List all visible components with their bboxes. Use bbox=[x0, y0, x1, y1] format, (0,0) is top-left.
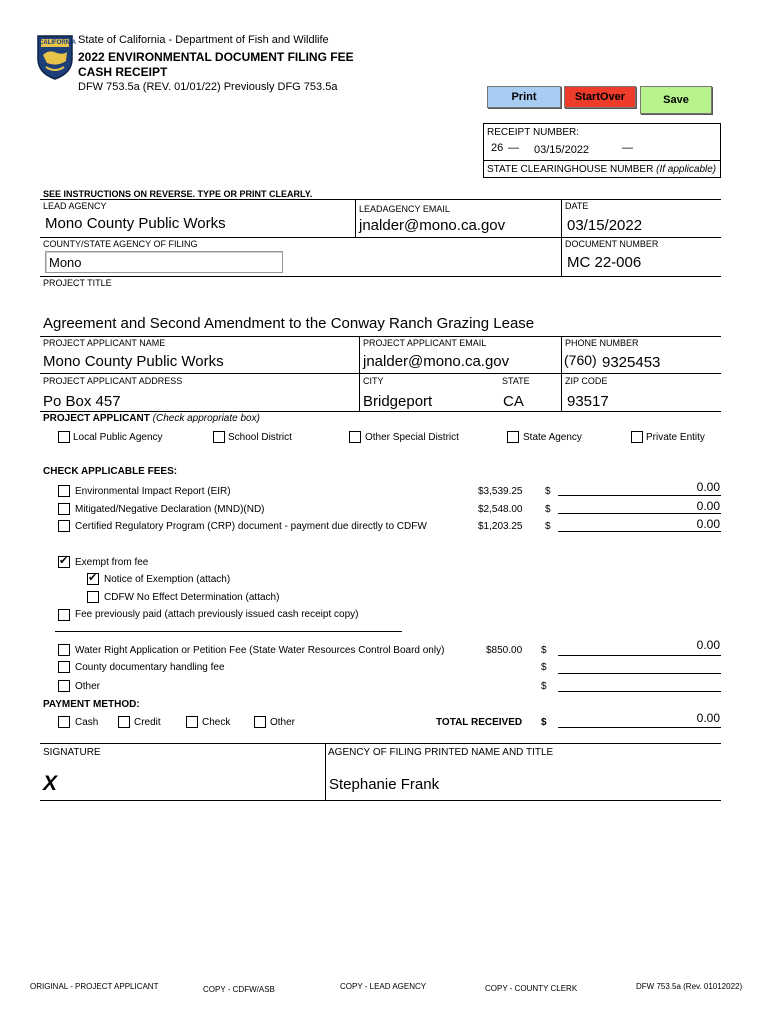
total-amount-field[interactable]: 0.00 bbox=[696, 711, 720, 725]
lead-agency-label: LEAD AGENCY bbox=[43, 201, 107, 211]
exempt-checkbox[interactable] bbox=[58, 556, 70, 568]
phone-label: PHONE NUMBER bbox=[565, 338, 639, 348]
instructions: SEE INSTRUCTIONS ON REVERSE. TYPE OR PRINT CLEARLY. bbox=[43, 189, 313, 199]
local-public-agency-label: Local Public Agency bbox=[73, 432, 163, 443]
printed-name-label: AGENCY OF FILING PRINTED NAME AND TITLE bbox=[328, 747, 554, 758]
eir-amount-field[interactable]: 0.00 bbox=[696, 480, 720, 494]
water-right-amount-field[interactable]: 0.00 bbox=[696, 638, 720, 652]
crp-currency: $ bbox=[545, 521, 551, 532]
zip-field[interactable]: 93517 bbox=[567, 393, 609, 410]
mnd-price: $2,548.00 bbox=[478, 504, 523, 515]
credit-checkbox[interactable] bbox=[118, 716, 130, 728]
cdfw-label: CDFW No Effect Determination (attach) bbox=[104, 592, 280, 603]
other-fee-label: Other bbox=[75, 681, 101, 692]
county-field[interactable] bbox=[45, 251, 283, 273]
total-currency: $ bbox=[541, 717, 547, 728]
cdfw-checkbox[interactable] bbox=[87, 591, 99, 603]
project-title-label: PROJECT TITLE bbox=[43, 278, 112, 288]
applicant-name-label: PROJECT APPLICANT NAME bbox=[43, 338, 166, 348]
mnd-amount-field[interactable]: 0.00 bbox=[696, 499, 720, 513]
clearinghouse-label: STATE CLEARINGHOUSE NUMBER (If applicable) bbox=[487, 164, 717, 175]
city-label: CITY bbox=[363, 376, 384, 386]
water-right-checkbox[interactable] bbox=[58, 644, 70, 656]
mnd-label: Mitigated/Negative Declaration (MND)(ND) bbox=[75, 504, 265, 515]
applicant-name-field[interactable]: Mono County Public Works bbox=[43, 353, 224, 370]
eir-label: Environmental Impact Report (EIR) bbox=[75, 486, 231, 497]
dfw-seal-logo bbox=[35, 33, 75, 81]
credit-label: Credit bbox=[134, 717, 161, 728]
applicant-email-field[interactable]: jnalder@mono.ca.gov bbox=[363, 353, 510, 370]
phone-number-field[interactable]: 9325453 bbox=[602, 354, 661, 371]
crp-checkbox[interactable] bbox=[58, 520, 70, 532]
city-field[interactable]: Bridgeport bbox=[363, 393, 433, 410]
project-title-field[interactable]: Agreement and Second Amendment to the Conway Ranch Grazing Lease bbox=[43, 315, 535, 332]
signature-label: SIGNATURE bbox=[43, 747, 101, 758]
footer-copy-original: ORIGINAL - PROJECT APPLICANT bbox=[30, 982, 159, 991]
signature-field[interactable] bbox=[60, 765, 322, 795]
lead-agency-field[interactable]: Mono County Public Works bbox=[45, 215, 226, 232]
applicant-email-label: PROJECT APPLICANT EMAIL bbox=[363, 338, 487, 348]
eir-price: $3,539.25 bbox=[478, 486, 523, 497]
form-title-line2: CASH RECEIPT bbox=[78, 65, 168, 79]
date-field[interactable]: 03/15/2022 bbox=[567, 217, 643, 234]
agency-name: State of California - Department of Fish and Wildlife bbox=[78, 34, 329, 46]
receipt-number-label: RECEIPT NUMBER: bbox=[487, 127, 580, 138]
total-received-label: TOTAL RECEIVED bbox=[436, 717, 523, 728]
county-fee-checkbox[interactable] bbox=[58, 661, 70, 673]
document-number-field[interactable]: MC 22-006 bbox=[567, 254, 642, 271]
receipt-dash2: — bbox=[622, 142, 633, 154]
zip-label: ZIP CODE bbox=[565, 376, 608, 386]
county-label: COUNTY/STATE AGENCY OF FILING bbox=[43, 239, 198, 249]
footer-copy-county-clerk: COPY - COUNTY CLERK bbox=[485, 984, 578, 993]
applicant-type-label: PROJECT APPLICANT (Check appropriate box) bbox=[43, 413, 260, 424]
exempt-label: Exempt from fee bbox=[75, 557, 149, 568]
cash-label: Cash bbox=[75, 717, 99, 728]
print-button[interactable]: Print bbox=[487, 86, 561, 108]
crp-amount-field[interactable]: 0.00 bbox=[696, 517, 720, 531]
state-agency-checkbox[interactable] bbox=[507, 431, 519, 443]
start-over-button[interactable]: StartOver bbox=[564, 86, 636, 108]
county-value: Mono bbox=[49, 255, 82, 270]
other-special-district-checkbox[interactable] bbox=[349, 431, 361, 443]
lead-agency-email-label: LEADAGENCY EMAIL bbox=[359, 204, 450, 214]
footer-copy-lead-agency: COPY - LEAD AGENCY bbox=[340, 982, 427, 991]
cash-checkbox[interactable] bbox=[58, 716, 70, 728]
signature-mark: X bbox=[43, 772, 58, 795]
county-fee-label: County documentary handling fee bbox=[75, 662, 225, 673]
county-fee-currency: $ bbox=[541, 662, 547, 673]
form-title-line1: 2022 ENVIRONMENTAL DOCUMENT FILING FEE bbox=[78, 50, 354, 64]
check-checkbox[interactable] bbox=[186, 716, 198, 728]
noe-label: Notice of Exemption (attach) bbox=[104, 574, 231, 585]
school-district-checkbox[interactable] bbox=[213, 431, 225, 443]
crp-label: Certified Regulatory Program (CRP) document - payment due directly to CDFW bbox=[75, 521, 427, 532]
footer-revision: DFW 753.5a (Rev. 01012022) bbox=[636, 982, 743, 991]
school-district-label: School District bbox=[228, 432, 292, 443]
water-right-price: $850.00 bbox=[486, 645, 523, 656]
payment-heading: PAYMENT METHOD: bbox=[43, 699, 140, 710]
phone-area-field[interactable]: (760) bbox=[564, 352, 597, 368]
state-label: STATE bbox=[502, 376, 530, 386]
other-payment-checkbox[interactable] bbox=[254, 716, 266, 728]
eir-currency: $ bbox=[545, 486, 551, 497]
receipt-dash1: — bbox=[508, 142, 519, 154]
mnd-checkbox[interactable] bbox=[58, 503, 70, 515]
other-fee-currency: $ bbox=[541, 681, 547, 692]
prev-paid-label: Fee previously paid (attach previously issued cash receipt copy) bbox=[75, 609, 359, 620]
water-right-currency: $ bbox=[541, 645, 547, 656]
other-payment-label: Other bbox=[270, 717, 296, 728]
prev-paid-checkbox[interactable] bbox=[58, 609, 70, 621]
state-agency-label: State Agency bbox=[523, 432, 582, 443]
other-special-district-label: Other Special District bbox=[365, 432, 459, 443]
address-label: PROJECT APPLICANT ADDRESS bbox=[43, 376, 183, 386]
save-button[interactable]: Save bbox=[640, 86, 712, 114]
document-number-label: DOCUMENT NUMBER bbox=[565, 239, 659, 249]
lead-agency-email-field[interactable]: jnalder@mono.ca.gov bbox=[359, 217, 506, 234]
local-public-agency-checkbox[interactable] bbox=[58, 431, 70, 443]
eir-checkbox[interactable] bbox=[58, 485, 70, 497]
private-entity-checkbox[interactable] bbox=[631, 431, 643, 443]
other-fee-checkbox[interactable] bbox=[58, 680, 70, 692]
water-right-label: Water Right Application or Petition Fee (State Water Resources Control Board only) bbox=[75, 645, 445, 656]
check-label: Check bbox=[202, 717, 231, 728]
fees-heading: CHECK APPLICABLE FEES: bbox=[43, 466, 178, 477]
address-field[interactable]: Po Box 457 bbox=[43, 393, 121, 410]
crp-price: $1,203.25 bbox=[478, 521, 523, 532]
form-revision: DFW 753.5a (REV. 01/01/22) Previously DFG 753.5a bbox=[78, 81, 338, 93]
printed-name-field[interactable]: Stephanie Frank bbox=[329, 776, 440, 793]
seal-text: CALIFORNIA bbox=[39, 40, 76, 46]
noe-checkbox[interactable] bbox=[87, 573, 99, 585]
private-entity-label: Private Entity bbox=[646, 432, 705, 443]
state-field[interactable]: CA bbox=[503, 393, 524, 410]
receipt-part1: 26 bbox=[491, 142, 504, 154]
footer-copy-cdfw: COPY - CDFW/ASB bbox=[203, 985, 275, 994]
mnd-currency: $ bbox=[545, 504, 551, 515]
date-label: DATE bbox=[565, 201, 589, 211]
receipt-part2: 03/15/2022 bbox=[534, 144, 590, 156]
